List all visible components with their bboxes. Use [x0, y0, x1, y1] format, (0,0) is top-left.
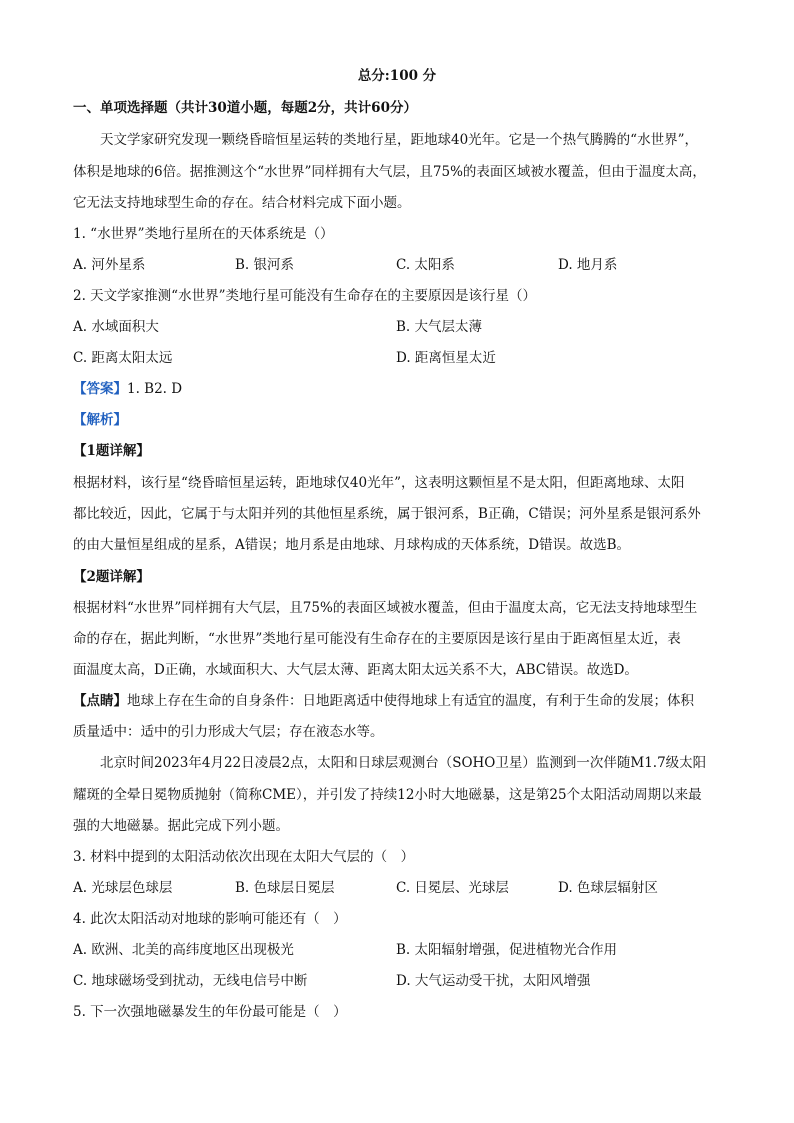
q3-option-d: D. 色球层辐射区	[558, 880, 658, 896]
q2-option-b: B. 大气层太薄	[396, 319, 483, 335]
detail2-line2: 命的存在，据此判断，“水世界”类地行星可能没有生命存在的主要原因是该行星由于距离恒星太近，表	[73, 631, 681, 647]
passage1-line2: 体积是地球的6倍。据推测这个“水世界”同样拥有大气层，且75%的表面区域被水覆盖，但由于温度太高，	[73, 164, 706, 180]
q4-option-b: B. 太阳辐射增强，促进植物光合作用	[396, 942, 618, 958]
q1-option-a: A. 河外星系	[73, 257, 146, 273]
q3-option-c: C. 日冕层、光球层	[396, 880, 509, 896]
tip-tag: 【点睛】	[73, 693, 127, 709]
q2-option-a: A. 水域面积大	[73, 319, 159, 335]
tip-text: 地球上存在生命的自身条件：日地距离适中使得地球上有适宜的温度，有利于生命的发展；体积	[127, 693, 694, 709]
question2-stem: 2. 天文学家推测“水世界”类地行星可能没有生命存在的主要原因是该行星（）	[73, 288, 536, 304]
detail2-line1: 根据材料“水世界”同样拥有大气层，且75%的表面区域被水覆盖，但由于温度太高，它无法支持地球型生	[73, 600, 698, 616]
q3-option-a: A. 光球层色球层	[73, 880, 173, 896]
total-score: 总分:100 分	[357, 68, 437, 84]
q3-option-b: B. 色球层日冕层	[235, 880, 335, 896]
detail1-line2: 都比较近，因此，它属于与太阳并列的其他恒星系统，属于银河系，B正确，C错误；河外星系是银河系外	[73, 506, 701, 522]
section-title: 一、单项选择题（共计30道小题，每题2分，共计60分）	[73, 100, 417, 116]
q4-option-d: D. 大气运动受干扰，太阳风增强	[396, 973, 591, 989]
passage2-line2: 耀斑的全晕日冕物质抛射（简称CME），并引发了持续12小时大地磁暴，这是第25个太阳活动周期以来最	[73, 787, 702, 803]
detail1-tag: 【1题详解】	[73, 443, 150, 459]
q4-option-c: C. 地球磁场受到扰动，无线电信号中断	[73, 973, 308, 989]
q2-option-c: C. 距离太阳太远	[73, 350, 173, 366]
question3-stem: 3. 材料中提到的太阳活动依次出现在太阳大气层的（ ）	[73, 849, 415, 865]
tip-line1	[73, 691, 723, 711]
analysis-tag: 【解析】	[73, 412, 127, 428]
passage1-line1: 天文学家研究发现一颗绕昏暗恒星运转的类地行星，距地球40光年。它是一个热气腾腾的“水世界”，	[100, 132, 698, 148]
detail2-tag: 【2题详解】	[73, 569, 150, 585]
passage2-line1: 北京时间2023年4月22日凌晨2点，太阳和日球层观测台（SOHO卫星）监测到一次伴随M1.7级太阳	[100, 755, 707, 771]
question1-stem: 1. “水世界”类地行星所在的天体系统是（）	[73, 226, 334, 242]
q4-option-a: A. 欧洲、北美的高纬度地区出现极光	[73, 942, 294, 958]
detail1-line1: 根据材料，该行星“绕昏暗恒星运转，距地球仅40光年”，这表明这颗恒星不是太阳，但距离地球、太阳	[73, 475, 685, 491]
answer-text: 1. B2. D	[127, 381, 183, 397]
passage1-line3: 它无法支持地球型生命的存在。结合材料完成下面小题。	[73, 195, 411, 211]
detail2-line3: 面温度太高，D正确，水域面积大、大气层太薄、距离太阳太远关系不大，ABC错误。故选D。	[73, 662, 638, 678]
q1-option-c: C. 太阳系	[396, 257, 455, 273]
question4-stem: 4. 此次太阳活动对地球的影响可能还有（ ）	[73, 911, 347, 927]
tip-line2: 质量适中：适中的引力形成大气层；存在液态水等。	[73, 724, 384, 740]
answer-tag: 【答案】	[73, 381, 127, 397]
passage2-line3: 强的大地磁暴。据此完成下列小题。	[73, 818, 289, 834]
q1-option-d: D. 地月系	[558, 257, 618, 273]
q1-option-b: B. 银河系	[235, 257, 295, 273]
question5-stem: 5. 下一次强地磁暴发生的年份最可能是（ ）	[73, 1004, 347, 1020]
q2-option-d: D. 距离恒星太近	[396, 350, 496, 366]
answer-line	[73, 379, 723, 399]
detail1-line3: 的由大量恒星组成的星系，A错误；地月系是由地球、月球构成的天体系统，D错误。故选B。	[73, 537, 630, 553]
